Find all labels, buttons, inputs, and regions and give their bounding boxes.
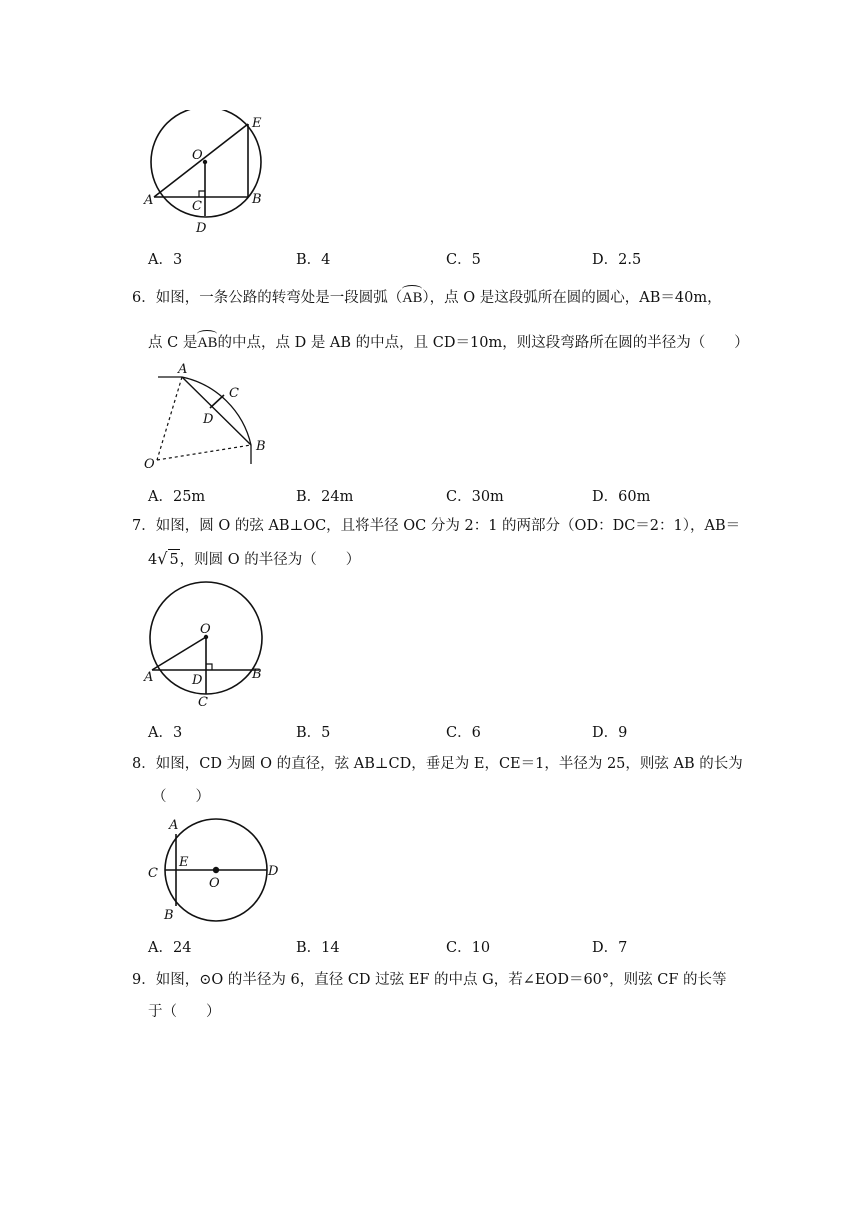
q8-label-a: A [169, 818, 179, 833]
q8-label-c: C [148, 866, 158, 881]
q5-label-c: C [192, 199, 202, 214]
q6-option-a[interactable]: A．25m [148, 489, 206, 505]
q6-label-c: C [229, 386, 239, 401]
q7-radicand: 5 [168, 549, 179, 570]
q5-label-a: A [144, 193, 154, 208]
q9-stem-line-1: 9．如图，⊙O 的半径为 6，直径 CD 过弦 EF 的中点 G，若∠EOD＝60°，则弦 CF 的长等 [132, 972, 727, 988]
q6-label-d: D [203, 412, 214, 427]
q7-option-b[interactable]: B．5 [296, 725, 331, 741]
q6-arc-ab: AB [402, 290, 423, 306]
q7-label-o: O [200, 622, 211, 637]
q6-stem-line-2 [148, 333, 749, 353]
q6-option-c[interactable]: C．30m [446, 489, 504, 505]
q6-text-2: ），点 O 是这段弧所在圆的圆心，AB＝40m， [422, 290, 722, 306]
q7-stem-line-2: 4√ 5，则圆 O 的半径为（ ） [148, 549, 361, 568]
q7-stem-line-1: 7．如图，圆 O 的弦 AB⊥OC，且将半径 OC 分为 2：1 的两部分（OD：DC＝2：1），AB＝ [132, 518, 741, 534]
q7-label-b: B [252, 667, 262, 682]
q7-option-d[interactable]: D．9 [592, 725, 628, 741]
q7-option-a[interactable]: A．3 [148, 725, 183, 741]
q6-option-d[interactable]: D．60m [592, 489, 651, 505]
q7-label-a: A [144, 670, 154, 685]
q8-label-d: D [268, 864, 279, 879]
q7-label-c: C [198, 695, 208, 710]
q6-figure [140, 360, 280, 475]
q5-option-d[interactable]: D．2.5 [592, 252, 642, 268]
q8-figure [140, 812, 285, 922]
q6-text-1: 6．如图，一条公路的转弯处是一段圆弧（ [132, 290, 403, 306]
q8-option-a[interactable]: A．24 [148, 940, 192, 956]
q5-label-o: O [192, 148, 203, 163]
q8-option-d[interactable]: D．7 [592, 940, 628, 956]
q6-label-b: B [256, 439, 266, 454]
q5-label-e: E [252, 116, 262, 131]
q8-stem-line-2: （ ） [152, 789, 210, 805]
q8-label-b: B [164, 908, 174, 922]
q7-text-2: ，则圆 O 的半径为（ ） [179, 552, 361, 568]
q5-label-d: D [196, 221, 207, 236]
q8-option-b[interactable]: B．14 [296, 940, 340, 956]
q6-stem-line-1 [132, 288, 722, 308]
q7-figure [140, 578, 270, 713]
q6-label-a: A [178, 362, 188, 377]
q7-label-d: D [192, 673, 203, 688]
q5-option-a[interactable]: A．3 [148, 252, 183, 268]
q6-text-3: 点 C 是 [148, 335, 198, 351]
q6-arc-ab-2: AB [197, 335, 218, 351]
q8-stem-line-1: 8．如图，CD 为圆 O 的直径，弦 AB⊥CD，垂足为 E，CE＝1，半径为 25，则弦 AB 的长为 [132, 756, 743, 772]
q9-stem-line-2: 于（ ） [148, 1004, 221, 1020]
q8-label-o: O [209, 876, 220, 891]
q8-label-e: E [179, 855, 189, 870]
q7-coef: 4 [148, 552, 158, 568]
q5-option-b[interactable]: B．4 [296, 252, 331, 268]
q5-figure [140, 110, 270, 240]
q8-option-c[interactable]: C．10 [446, 940, 491, 956]
q6-label-o: O [144, 457, 155, 472]
q6-option-b[interactable]: B．24m [296, 489, 354, 505]
q7-option-c[interactable]: C．6 [446, 725, 481, 741]
q5-option-c[interactable]: C．5 [446, 252, 481, 268]
q6-text-4: 的中点，点 D 是 AB 的中点，且 CD＝10m，则这段弯路所在圆的半径为（ ） [217, 335, 749, 351]
q5-label-b: B [252, 192, 262, 207]
